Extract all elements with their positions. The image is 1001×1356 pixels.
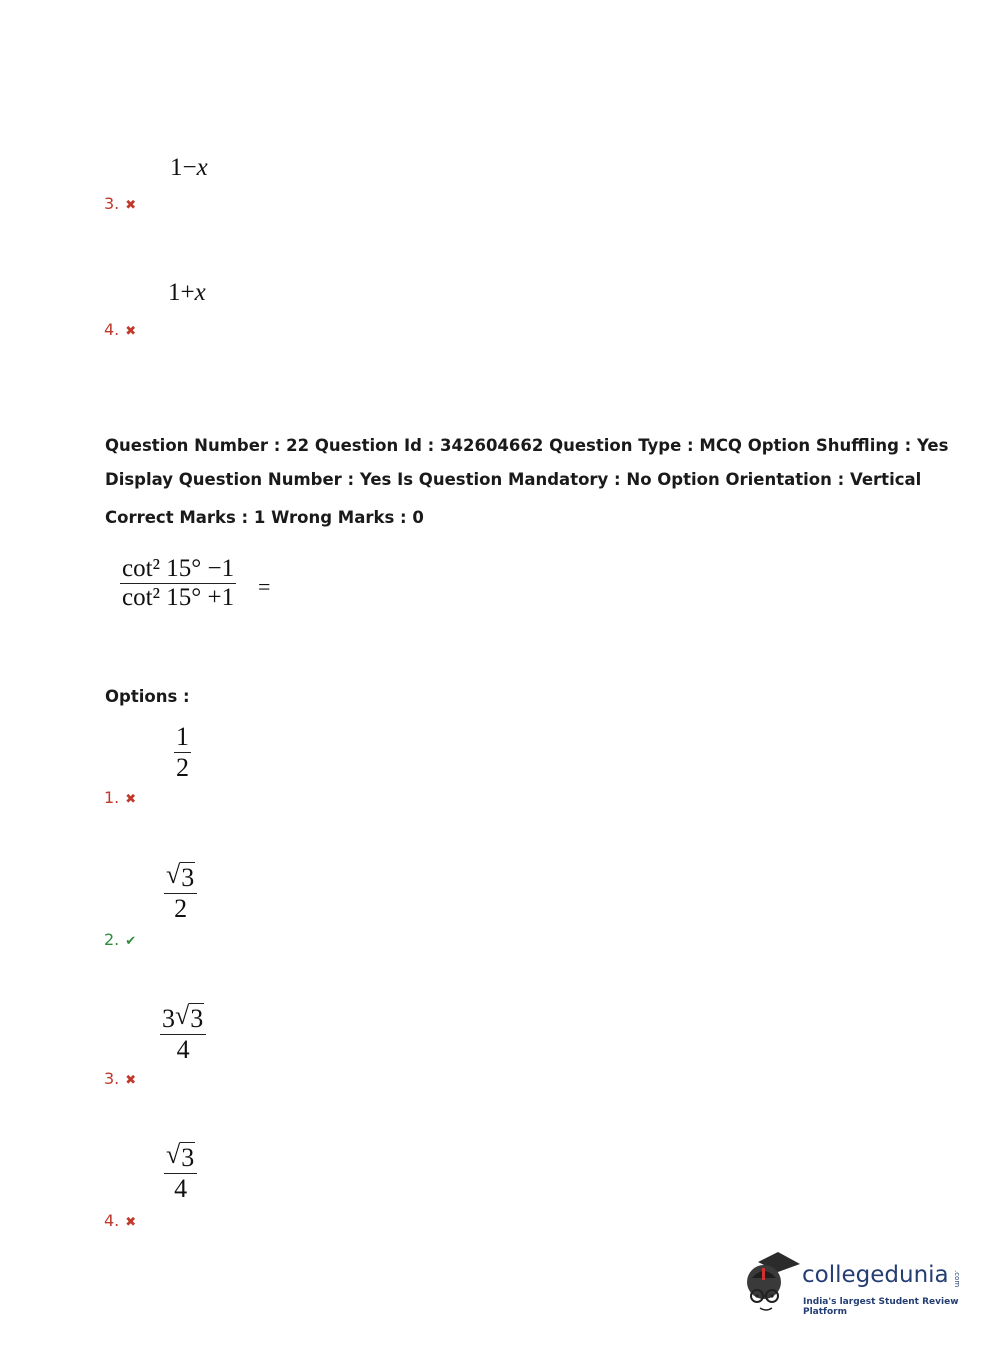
- cross-icon: ✖: [125, 324, 137, 339]
- options-label: Options :: [105, 687, 190, 706]
- radical-symbol: √: [166, 1140, 181, 1169]
- cross-icon: ✖: [125, 1215, 137, 1230]
- option-4-number: 4.: [104, 1211, 120, 1230]
- option-2-radicand: 3: [181, 863, 195, 892]
- option-3-coefficient: 3: [162, 1004, 175, 1033]
- option-3-numerator: [160, 1003, 206, 1034]
- logo-tagline: India's largest Student Review Platform: [803, 1297, 959, 1317]
- prev-option-4-op: +: [180, 279, 195, 306]
- prev-option-3-lead: 1: [170, 154, 183, 181]
- logo-wordmark: collegedunia: [802, 1262, 949, 1288]
- sqrt-sign: [166, 862, 195, 893]
- option-4-fraction: [164, 1142, 197, 1204]
- option-4-label: [104, 1211, 136, 1230]
- option-3-radicand: 3: [190, 1004, 204, 1033]
- radical-symbol: √: [175, 1001, 190, 1030]
- question-meta-line3: Correct Marks : 1 Wrong Marks : 0: [105, 508, 424, 527]
- option-2-fraction: [164, 862, 197, 924]
- prev-option-3-op: −: [182, 154, 197, 181]
- radical-symbol: √: [166, 860, 181, 889]
- option-2-denominator: 2: [174, 894, 188, 923]
- prev-option-3-expression: [170, 154, 208, 182]
- question-equals: =: [258, 574, 271, 599]
- option-4-radicand: 3: [181, 1143, 195, 1172]
- logo-com: .com: [953, 1270, 961, 1288]
- prev-option-3-label: [104, 194, 136, 213]
- question-numerator: cot² 15° −1: [122, 555, 235, 582]
- option-3-denominator: 4: [176, 1035, 190, 1064]
- option-1-numerator: 1: [176, 722, 189, 751]
- option-2-expression: [164, 862, 197, 924]
- question-meta-line1: Question Number : 22 Question Id : 342604662 Question Type : MCQ Option Shuffling : Yes: [105, 436, 949, 455]
- prev-option-3-number: 3.: [104, 194, 120, 213]
- check-icon: ✔: [125, 934, 137, 949]
- question-denominator: cot² 15° +1: [122, 584, 235, 611]
- option-3-fraction: [160, 1003, 206, 1065]
- prev-option-4-number: 4.: [104, 320, 120, 339]
- option-4-expression: [164, 1142, 197, 1204]
- cross-icon: ✖: [125, 792, 137, 807]
- option-4-numerator: [164, 1142, 197, 1173]
- sqrt-sign: [166, 1142, 195, 1173]
- question-meta-line2: Display Question Number : Yes Is Question Mandatory : No Option Orientation : Vertical: [105, 470, 922, 489]
- question-expression: [120, 555, 236, 612]
- option-2-label: [104, 930, 136, 949]
- prev-option-4-var: x: [194, 279, 206, 306]
- prev-option-3-var: x: [196, 154, 208, 181]
- option-3-number: 3.: [104, 1069, 120, 1088]
- sqrt-sign: [175, 1003, 204, 1034]
- prev-option-4-expression: [168, 279, 206, 307]
- option-3-expression: [160, 1003, 206, 1065]
- option-3-label: [104, 1069, 136, 1088]
- cross-icon: ✖: [125, 1073, 137, 1088]
- question-fraction: [120, 555, 236, 612]
- option-1-label: [104, 788, 136, 807]
- cross-icon: ✖: [125, 198, 137, 213]
- prev-option-4-label: [104, 320, 136, 339]
- prev-option-4-lead: 1: [168, 279, 181, 306]
- collegedunia-logo: [742, 1250, 972, 1320]
- option-1-number: 1.: [104, 788, 120, 807]
- option-1-expression: [174, 722, 191, 783]
- option-4-denominator: 4: [174, 1174, 188, 1203]
- option-2-numerator: [164, 862, 197, 893]
- option-1-denominator: 2: [176, 753, 189, 782]
- option-2-number: 2.: [104, 930, 120, 949]
- mascot-icon: [742, 1250, 802, 1318]
- option-1-fraction: [174, 722, 191, 783]
